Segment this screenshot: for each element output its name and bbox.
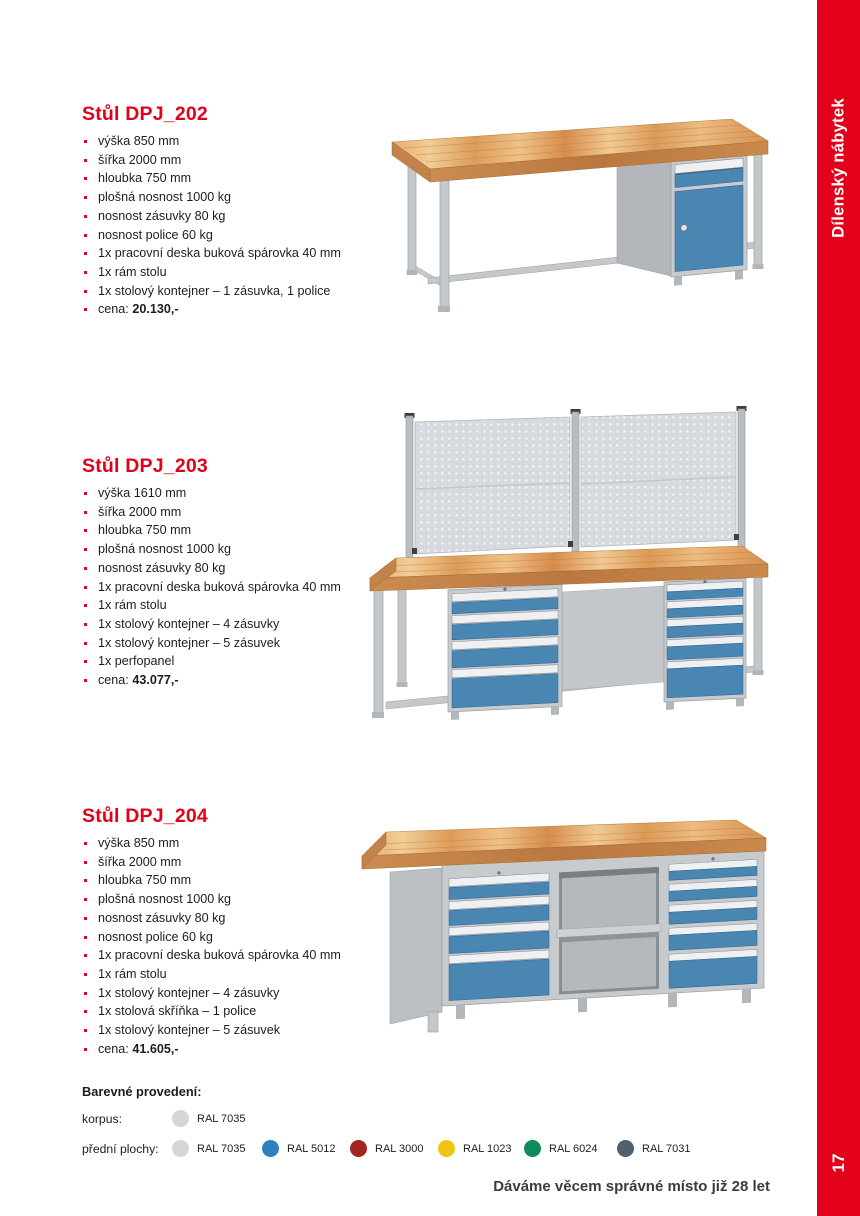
bullet-icon bbox=[84, 660, 87, 663]
spec-item: výška 850 mm bbox=[82, 132, 382, 151]
bullet-icon bbox=[84, 511, 87, 514]
color-option bbox=[262, 1140, 336, 1157]
price-value: 43.077,- bbox=[132, 673, 179, 688]
bullet-icon bbox=[84, 954, 87, 957]
product-title: Stůl DPJ_203 bbox=[82, 455, 208, 477]
color-option bbox=[350, 1140, 424, 1157]
footer-tagline: Dáváme věcem správné místo již 28 let bbox=[493, 1178, 770, 1195]
spec-item: 1x perfopanel bbox=[82, 652, 382, 671]
bullet-icon bbox=[84, 861, 87, 864]
product-section-dpj-203 bbox=[82, 455, 382, 690]
color-option bbox=[438, 1140, 512, 1157]
color-row-label: přední plochy: bbox=[82, 1142, 159, 1156]
bullet-icon bbox=[84, 308, 87, 311]
spec-item: nosnost zásuvky 80 kg bbox=[82, 559, 382, 578]
bullet-icon bbox=[84, 290, 87, 293]
bullet-icon bbox=[84, 234, 87, 237]
workbench-illustration bbox=[362, 400, 776, 730]
spec-item: nosnost police 60 kg bbox=[82, 226, 382, 245]
bullet-icon bbox=[84, 196, 87, 199]
bullet-icon bbox=[84, 1029, 87, 1032]
color-swatch bbox=[524, 1140, 541, 1157]
color-swatch bbox=[438, 1140, 455, 1157]
color-swatch-label: RAL 3000 bbox=[375, 1142, 424, 1155]
category-sidebar bbox=[817, 0, 860, 1216]
spec-item: 1x pracovní deska buková spárovka 40 mm bbox=[82, 578, 382, 597]
spec-item: šířka 2000 mm bbox=[82, 151, 382, 170]
bullet-icon bbox=[84, 1010, 87, 1013]
product-image-dpj-203 bbox=[362, 400, 776, 730]
bullet-icon bbox=[84, 529, 87, 532]
product-image-dpj-204 bbox=[358, 816, 776, 1046]
spec-item: výška 850 mm bbox=[82, 834, 382, 853]
bullet-icon bbox=[84, 492, 87, 495]
color-swatch-label: RAL 1023 bbox=[463, 1142, 512, 1155]
spec-item: plošná nosnost 1000 kg bbox=[82, 540, 382, 559]
bullet-icon bbox=[84, 252, 87, 255]
product-section-dpj-204 bbox=[82, 805, 382, 1058]
spec-list bbox=[82, 834, 382, 1058]
bullet-icon bbox=[84, 140, 87, 143]
color-options-heading: Barevné provedení: bbox=[82, 1084, 202, 1099]
color-swatch bbox=[172, 1140, 189, 1157]
spec-item: 1x stolový kontejner – 4 zásuvky bbox=[82, 615, 382, 634]
bullet-icon bbox=[84, 586, 87, 589]
spec-item: nosnost zásuvky 80 kg bbox=[82, 909, 382, 928]
spec-item: hloubka 750 mm bbox=[82, 169, 382, 188]
price-item: cena: 41.605,- bbox=[82, 1040, 382, 1059]
bullet-icon bbox=[84, 679, 87, 682]
page-number: 17 bbox=[828, 1153, 848, 1173]
color-option bbox=[617, 1140, 691, 1157]
bullet-icon bbox=[84, 879, 87, 882]
spec-item: 1x rám stolu bbox=[82, 965, 382, 984]
spec-item: šířka 2000 mm bbox=[82, 853, 382, 872]
spec-item: 1x stolový kontejner – 4 zásuvky bbox=[82, 984, 382, 1003]
bullet-icon bbox=[84, 215, 87, 218]
color-swatch-label: RAL 7031 bbox=[642, 1142, 691, 1155]
spec-item: 1x rám stolu bbox=[82, 596, 382, 615]
color-swatch bbox=[350, 1140, 367, 1157]
spec-item: 1x stolový kontejner – 5 zásuvek bbox=[82, 1021, 382, 1040]
color-swatch bbox=[172, 1110, 189, 1127]
spec-item: 1x rám stolu bbox=[82, 263, 382, 282]
product-title: Stůl DPJ_202 bbox=[82, 103, 208, 125]
spec-item: hloubka 750 mm bbox=[82, 871, 382, 890]
spec-item: nosnost zásuvky 80 kg bbox=[82, 207, 382, 226]
bullet-icon bbox=[84, 1048, 87, 1051]
bullet-icon bbox=[84, 177, 87, 180]
color-swatch-label: RAL 7035 bbox=[197, 1112, 246, 1125]
color-swatch-label: RAL 5012 bbox=[287, 1142, 336, 1155]
spec-item: 1x stolový kontejner – 1 zásuvka, 1 police bbox=[82, 282, 382, 301]
bullet-icon bbox=[84, 604, 87, 607]
bullet-icon bbox=[84, 936, 87, 939]
color-option bbox=[524, 1140, 598, 1157]
bullet-icon bbox=[84, 548, 87, 551]
color-option bbox=[172, 1110, 246, 1127]
workbench-illustration bbox=[358, 816, 776, 1046]
color-options-section bbox=[82, 1084, 762, 1174]
spec-item: plošná nosnost 1000 kg bbox=[82, 890, 382, 909]
workbench-illustration bbox=[364, 112, 776, 320]
spec-list bbox=[82, 484, 382, 690]
bullet-icon bbox=[84, 973, 87, 976]
spec-item: 1x stolová skříňka – 1 police bbox=[82, 1002, 382, 1021]
spec-item: hloubka 750 mm bbox=[82, 521, 382, 540]
bullet-icon bbox=[84, 159, 87, 162]
price-value: 20.130,- bbox=[132, 302, 179, 317]
color-row-predni-plochy bbox=[82, 1140, 762, 1158]
category-label: Dílenský nábytek bbox=[829, 98, 847, 238]
price-item: cena: 43.077,- bbox=[82, 671, 382, 690]
product-title: Stůl DPJ_204 bbox=[82, 805, 208, 827]
spec-item: nosnost police 60 kg bbox=[82, 928, 382, 947]
color-swatch bbox=[262, 1140, 279, 1157]
spec-item: výška 1610 mm bbox=[82, 484, 382, 503]
bullet-icon bbox=[84, 917, 87, 920]
bullet-icon bbox=[84, 992, 87, 995]
bullet-icon bbox=[84, 567, 87, 570]
bullet-icon bbox=[84, 623, 87, 626]
spec-item: plošná nosnost 1000 kg bbox=[82, 188, 382, 207]
product-image-dpj-202 bbox=[364, 112, 776, 320]
color-swatch-label: RAL 7035 bbox=[197, 1142, 246, 1155]
bullet-icon bbox=[84, 271, 87, 274]
price-item: cena: 20.130,- bbox=[82, 300, 382, 319]
color-swatch bbox=[617, 1140, 634, 1157]
bullet-icon bbox=[84, 898, 87, 901]
spec-list bbox=[82, 132, 382, 319]
color-option bbox=[172, 1140, 246, 1157]
spec-item: 1x stolový kontejner – 5 zásuvek bbox=[82, 634, 382, 653]
bullet-icon bbox=[84, 642, 87, 645]
product-section-dpj-202 bbox=[82, 103, 382, 319]
spec-item: 1x pracovní deska buková spárovka 40 mm bbox=[82, 244, 382, 263]
color-row-label: korpus: bbox=[82, 1112, 122, 1126]
bullet-icon bbox=[84, 842, 87, 845]
color-swatch-label: RAL 6024 bbox=[549, 1142, 598, 1155]
color-row-korpus bbox=[82, 1110, 762, 1128]
spec-item: šířka 2000 mm bbox=[82, 503, 382, 522]
spec-item: 1x pracovní deska buková spárovka 40 mm bbox=[82, 946, 382, 965]
price-value: 41.605,- bbox=[132, 1041, 179, 1056]
